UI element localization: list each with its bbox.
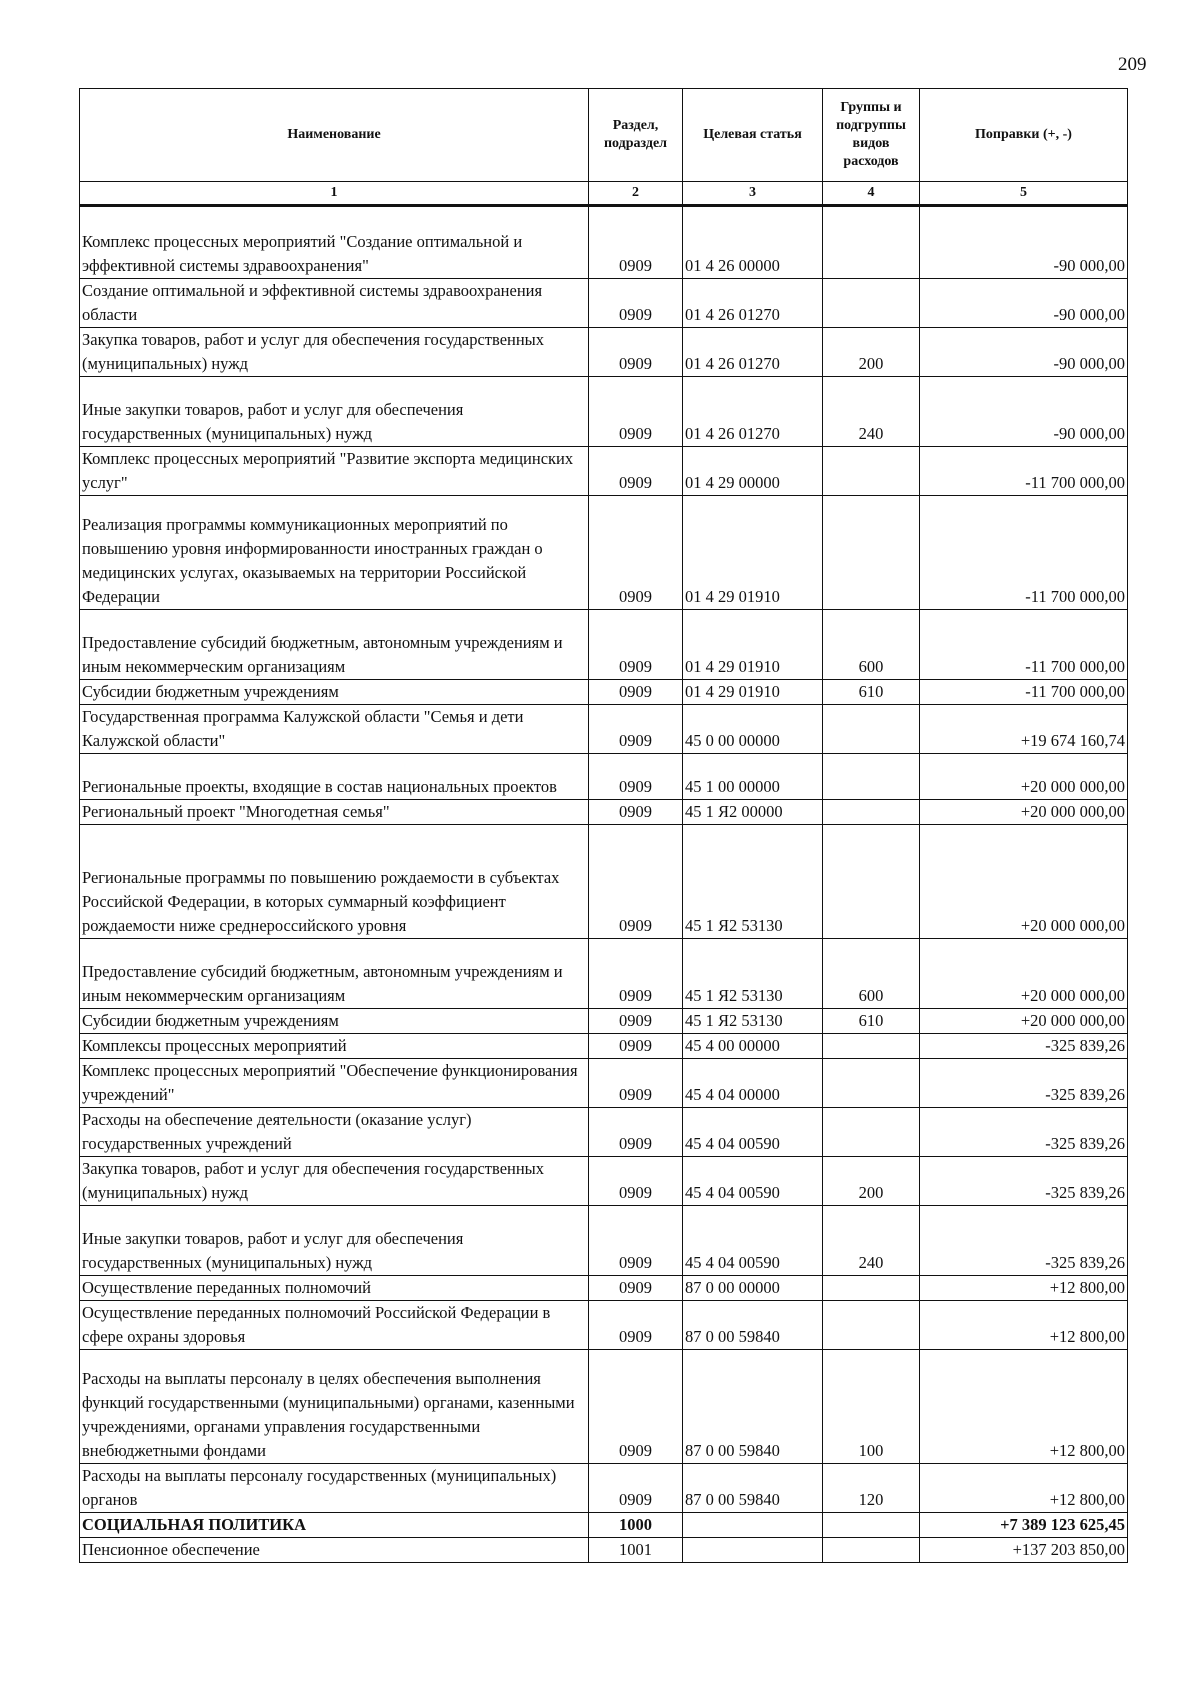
row-amendment-amount: -90 000,00 [920,206,1128,279]
row-expense-group: 240 [823,1206,920,1276]
row-expense-group: 100 [823,1350,920,1464]
column-numbers-row [80,182,1128,206]
row-section: 1000 [589,1513,683,1538]
row-amendment-amount: +19 674 160,74 [920,705,1128,754]
row-expense-group [823,1513,920,1538]
row-amendment-amount: -325 839,26 [920,1034,1128,1059]
row-name: Комплекс процессных мероприятий "Развитие экспорта медицинских услуг" [80,447,589,496]
row-amendment-amount: -11 700 000,00 [920,680,1128,705]
row-name: Комплексы процессных мероприятий [80,1034,589,1059]
table-row [80,279,1128,328]
row-amendment-amount: +137 203 850,00 [920,1538,1128,1563]
table-row [80,800,1128,825]
row-section: 0909 [589,447,683,496]
row-name: Закупка товаров, работ и услуг для обеспечения государственных (муниципальных) нужд [80,1157,589,1206]
row-expense-group: 600 [823,610,920,680]
table-row [80,1301,1128,1350]
row-amendment-amount: -90 000,00 [920,279,1128,328]
row-name: Создание оптимальной и эффективной системы здравоохранения области [80,279,589,328]
table-row [80,1059,1128,1108]
col-number: 3 [683,182,823,206]
table-row [80,705,1128,754]
table-row [80,1464,1128,1513]
row-name: Закупка товаров, работ и услуг для обеспечения государственных (муниципальных) нужд [80,328,589,377]
header-section: Раздел, подраздел [589,89,683,182]
row-amendment-amount: -325 839,26 [920,1206,1128,1276]
row-section: 0909 [589,496,683,610]
table-row [80,1276,1128,1301]
row-section: 0909 [589,610,683,680]
row-name: Иные закупки товаров, работ и услуг для обеспечения государственных (муниципальных) нужд [80,377,589,447]
row-expense-group [823,1034,920,1059]
header-target: Целевая статья [683,89,823,182]
row-section: 1001 [589,1538,683,1563]
row-amendment-amount: +12 800,00 [920,1464,1128,1513]
row-target-article: 45 1 Я2 53130 [683,825,823,939]
row-name: Государственная программа Калужской области "Семья и дети Калужской области" [80,705,589,754]
row-target-article: 45 1 Я2 53130 [683,1009,823,1034]
row-section: 0909 [589,1059,683,1108]
row-expense-group: 200 [823,1157,920,1206]
row-expense-group [823,1276,920,1301]
row-target-article: 87 0 00 59840 [683,1350,823,1464]
row-target-article: 01 4 26 01270 [683,328,823,377]
row-expense-group: 610 [823,1009,920,1034]
row-target-article: 45 1 Я2 53130 [683,939,823,1009]
row-expense-group [823,206,920,279]
table-row [80,377,1128,447]
row-target-article: 45 1 Я2 00000 [683,800,823,825]
row-target-article: 01 4 29 01910 [683,496,823,610]
row-section: 0909 [589,1464,683,1513]
page-number: 209 [1118,54,1147,75]
row-target-article [683,1538,823,1563]
col-number: 5 [920,182,1128,206]
row-name: Предоставление субсидий бюджетным, автономным учреждениям и иным некоммерческим организациям [80,939,589,1009]
row-name: Субсидии бюджетным учреждениям [80,1009,589,1034]
table-row [80,447,1128,496]
table-row [80,1034,1128,1059]
table-row [80,1513,1128,1538]
row-amendment-amount: -11 700 000,00 [920,496,1128,610]
row-target-article: 45 4 04 00000 [683,1059,823,1108]
row-section: 0909 [589,1157,683,1206]
row-name: Региональный проект "Многодетная семья" [80,800,589,825]
row-expense-group: 200 [823,328,920,377]
row-target-article: 01 4 26 00000 [683,206,823,279]
row-target-article: 45 0 00 00000 [683,705,823,754]
table-row [80,1538,1128,1563]
row-target-article: 45 4 04 00590 [683,1206,823,1276]
col-number: 1 [80,182,589,206]
row-section: 0909 [589,279,683,328]
budget-amendments-table [79,88,1128,1563]
row-section: 0909 [589,825,683,939]
table-row [80,939,1128,1009]
row-expense-group: 600 [823,939,920,1009]
row-target-article: 01 4 29 00000 [683,447,823,496]
row-amendment-amount: +20 000 000,00 [920,825,1128,939]
row-name: Комплекс процессных мероприятий "Создание оптимальной и эффективной системы здравоохранения" [80,206,589,279]
row-name: Осуществление переданных полномочий [80,1276,589,1301]
row-section: 0909 [589,800,683,825]
row-section: 0909 [589,1034,683,1059]
row-expense-group [823,825,920,939]
row-expense-group [823,1108,920,1157]
table-row [80,206,1128,279]
row-name: Пенсионное обеспечение [80,1538,589,1563]
header-group: Группы и подгруппы видов расходов [823,89,920,182]
row-target-article: 45 4 00 00000 [683,1034,823,1059]
row-expense-group [823,447,920,496]
row-amendment-amount: +20 000 000,00 [920,800,1128,825]
header-amendment: Поправки (+, -) [920,89,1128,182]
row-name: Расходы на обеспечение деятельности (оказание услуг) государственных учреждений [80,1108,589,1157]
row-amendment-amount: -90 000,00 [920,377,1128,447]
row-name: Осуществление переданных полномочий Российской Федерации в сфере охраны здоровья [80,1301,589,1350]
table-row [80,1009,1128,1034]
row-amendment-amount: +20 000 000,00 [920,1009,1128,1034]
row-section: 0909 [589,705,683,754]
row-name: Расходы на выплаты персоналу государственных (муниципальных) органов [80,1464,589,1513]
row-section: 0909 [589,939,683,1009]
table-row [80,1108,1128,1157]
row-expense-group: 610 [823,680,920,705]
table-row [80,610,1128,680]
table-header-row [80,89,1128,182]
row-amendment-amount: -325 839,26 [920,1157,1128,1206]
row-amendment-amount: +12 800,00 [920,1350,1128,1464]
row-expense-group [823,279,920,328]
row-section: 0909 [589,1108,683,1157]
table-row [80,825,1128,939]
table-row [80,1206,1128,1276]
col-number: 4 [823,182,920,206]
row-section: 0909 [589,1276,683,1301]
row-name: Иные закупки товаров, работ и услуг для обеспечения государственных (муниципальных) нужд [80,1206,589,1276]
row-expense-group [823,1301,920,1350]
row-target-article: 01 4 26 01270 [683,377,823,447]
row-target-article [683,1513,823,1538]
row-amendment-amount: -90 000,00 [920,328,1128,377]
row-target-article: 45 4 04 00590 [683,1108,823,1157]
row-section: 0909 [589,328,683,377]
table-row [80,1157,1128,1206]
row-expense-group [823,1538,920,1563]
row-target-article: 87 0 00 59840 [683,1464,823,1513]
row-name: Субсидии бюджетным учреждениям [80,680,589,705]
row-amendment-amount: +12 800,00 [920,1301,1128,1350]
row-amendment-amount: +20 000 000,00 [920,939,1128,1009]
table-row [80,496,1128,610]
row-expense-group: 240 [823,377,920,447]
row-amendment-amount: -11 700 000,00 [920,447,1128,496]
row-name: Комплекс процессных мероприятий "Обеспечение функционирования учреждений" [80,1059,589,1108]
row-amendment-amount: -325 839,26 [920,1108,1128,1157]
row-name: СОЦИАЛЬНАЯ ПОЛИТИКА [80,1513,589,1538]
row-target-article: 87 0 00 00000 [683,1276,823,1301]
row-target-article: 45 4 04 00590 [683,1157,823,1206]
row-section: 0909 [589,754,683,800]
row-expense-group [823,705,920,754]
row-expense-group [823,1059,920,1108]
row-name: Региональные программы по повышению рождаемости в субъектах Российской Федерации, в которых суммарный коэффициент рождаемости ниже среднероссийского уровня [80,825,589,939]
row-amendment-amount: -11 700 000,00 [920,610,1128,680]
table-row [80,1350,1128,1464]
header-name: Наименование [80,89,589,182]
row-target-article: 01 4 26 01270 [683,279,823,328]
table-row [80,754,1128,800]
row-amendment-amount: +7 389 123 625,45 [920,1513,1128,1538]
row-target-article: 01 4 29 01910 [683,610,823,680]
table-row [80,680,1128,705]
row-amendment-amount: +12 800,00 [920,1276,1128,1301]
row-expense-group [823,800,920,825]
col-number: 2 [589,182,683,206]
table-row [80,328,1128,377]
row-section: 0909 [589,206,683,279]
table-body [80,206,1128,1563]
row-name: Реализация программы коммуникационных мероприятий по повышению уровня информированности иностранных граждан о медицинских услугах, оказываемых на территории Российской Федерации [80,496,589,610]
row-section: 0909 [589,1350,683,1464]
row-amendment-amount: -325 839,26 [920,1059,1128,1108]
row-name: Расходы на выплаты персоналу в целях обеспечения выполнения функций государственными (муниципальными) органами, казенными учреждениями, органами управления государственными внебюджетными фондами [80,1350,589,1464]
row-section: 0909 [589,1206,683,1276]
row-expense-group [823,754,920,800]
row-name: Региональные проекты, входящие в состав национальных проектов [80,754,589,800]
row-expense-group [823,496,920,610]
row-target-article: 01 4 29 01910 [683,680,823,705]
row-target-article: 45 1 00 00000 [683,754,823,800]
row-target-article: 87 0 00 59840 [683,1301,823,1350]
row-section: 0909 [589,680,683,705]
row-section: 0909 [589,1301,683,1350]
row-amendment-amount: +20 000 000,00 [920,754,1128,800]
row-section: 0909 [589,1009,683,1034]
row-expense-group: 120 [823,1464,920,1513]
row-section: 0909 [589,377,683,447]
row-name: Предоставление субсидий бюджетным, автономным учреждениям и иным некоммерческим организациям [80,610,589,680]
